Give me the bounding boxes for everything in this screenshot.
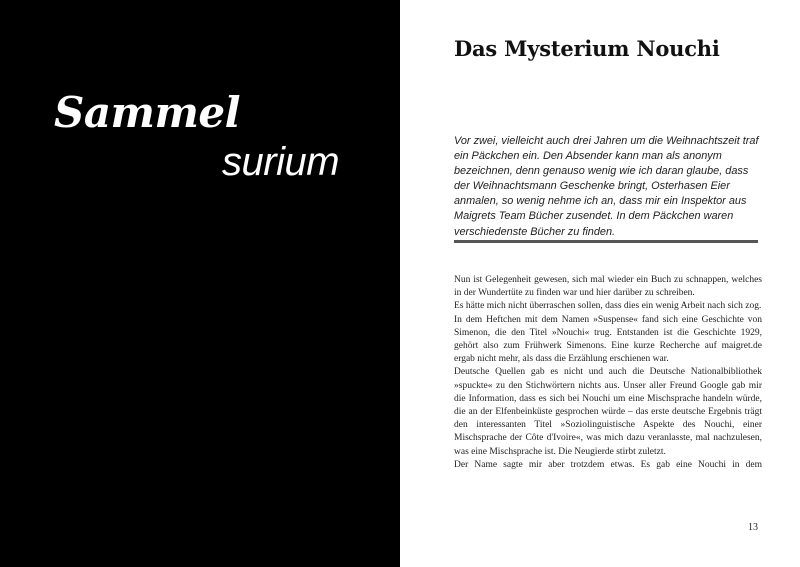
- right-page: [400, 0, 800, 567]
- body-text: [454, 274, 762, 472]
- body-paragraph-5: Der Name sagte mir aber trotzdem etwas. Es gab eine Nouchi in dem: [454, 459, 762, 470]
- body-paragraph-2: Es hätte mich nicht überraschen sollen, dass dies ein wenig Arbeit nach sich zog.: [454, 301, 762, 312]
- intro-paragraph: Vor zwei, vielleicht auch drei Jahren um die Weihnachtszeit traf ein Päckchen ein. Den Absender kann man als anonym bezeichnen, denn genauso wenig wie ich daran glaube, dass der Weihnachtsmann Geschenke bringt, Osterhasen Eier anmalen, so wenig nehme ich an, dass mir ein Inspektor aus Maigrets Team Bücher zusendet. In dem Päckchen waren verschiedenste Bücher zu finden.: [454, 135, 759, 238]
- title-line-2: surium: [222, 140, 340, 184]
- body-paragraph-1: Nun ist Gelegenheit gewesen, sich mal wieder ein Buch zu schnappen, welches in der Wundertüte zu finden war und hier darüber zu schreiben.: [454, 275, 762, 299]
- title-line-1: Sammel: [54, 88, 241, 137]
- divider-rule: [454, 240, 758, 243]
- article-title: Das Mysterium Nouchi: [454, 36, 720, 61]
- body-paragraph-3: In dem Heftchen mit dem Namen »Suspense« fand sich eine Geschichte von Simenon, die den Titel »Nouchi« trug. Entstanden ist die Geschichte 1929, gehört also zum Frühwerk Simenons. Eine kurze Recherche auf maigret.de ergab nicht mehr, als dass die Erzählung erschienen war.: [454, 314, 762, 365]
- body-paragraph-4: Deutsche Quellen gab es nicht und auch die Deutsche Nationalbibliothek »spuckte« zu den Stichwörtern nichts aus. Unser aller Freund Google gab mir die Information, dass es sich bei Nouchi um eine Mischsprache handeln würde, die an der Elfenbeinküste gesprochen würde – das erste deutsche Ergebnis trägt den interessanten Titel »Soziolinguistische Aspekte des Nouchi, einer Mischsprache der Côte d'Ivoire«, was mich dazu veranlasste, mal nachzulesen, was eine Mischsprache ist. Die Neugierde stirbt zuletzt.: [454, 367, 762, 457]
- page-number: 13: [748, 522, 758, 533]
